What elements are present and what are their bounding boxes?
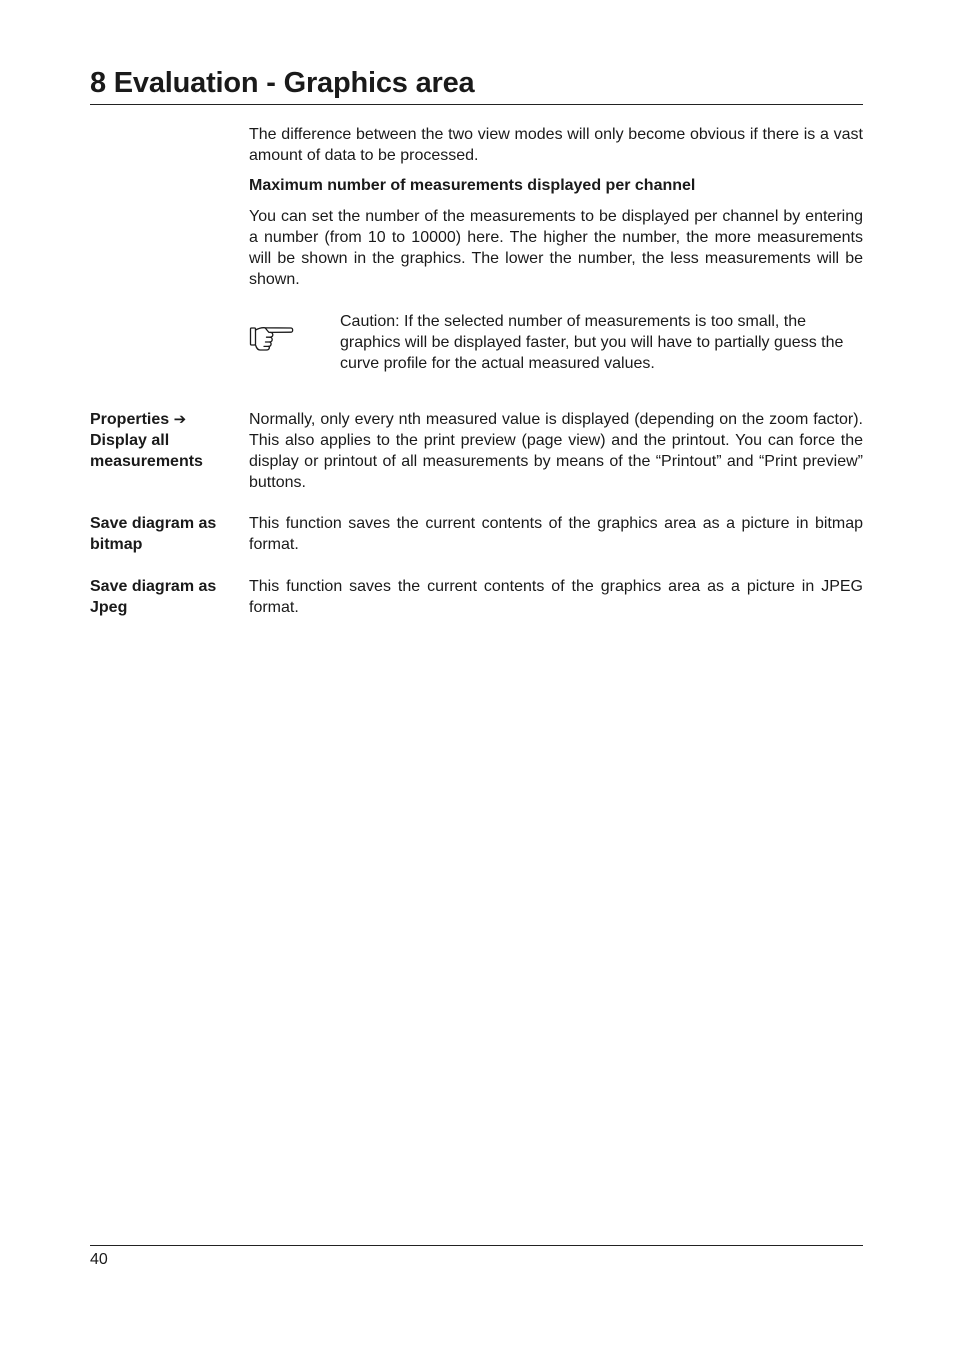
max-measurements-heading: Maximum number of measurements displayed per channel <box>249 177 696 194</box>
display-all-label: Display all measurements <box>90 432 203 470</box>
pointing-hand-icon <box>249 324 295 356</box>
page-title: 8 Evaluation - Graphics area <box>90 67 475 99</box>
page-number: 40 <box>90 1251 108 1268</box>
display-all-paragraph: Normally, only every nth measured value is displayed (depending on the zoom factor). This also applies to the print preview (page view) and the printout. You can force the display or printout of all measurements by means of the “Printout” and “Print preview” buttons. <box>249 411 863 491</box>
save-jpeg-label: Save diagram as Jpeg <box>90 578 217 616</box>
footer-divider <box>90 1245 863 1246</box>
title-divider <box>90 104 863 105</box>
right-arrow-icon: ➔ <box>173 411 187 428</box>
properties-label: Properties <box>90 411 170 428</box>
intro-paragraph: The difference between the two view modes will only become obvious if there is a vast amount of data to be processed. <box>249 126 863 164</box>
properties-display-all-label <box>90 409 240 472</box>
save-bitmap-paragraph: This function saves the current contents of the graphics area as a picture in bitmap format. <box>249 515 863 553</box>
save-bitmap-label: Save diagram as bitmap <box>90 515 217 553</box>
max-measurements-paragraph: You can set the number of the measurements to be displayed per channel by entering a number (from 10 to 10000) here. The higher the number, the more measurements will be shown in the graphics. The lower the number, the less measurements will be shown. <box>249 208 863 288</box>
caution-note: Caution: If the selected number of measurements is too small, the graphics will be displayed faster, but you will have to partially guess the curve profile for the actual measured values. <box>340 313 844 372</box>
save-jpeg-paragraph: This function saves the current contents of the graphics area as a picture in JPEG format. <box>249 578 863 616</box>
